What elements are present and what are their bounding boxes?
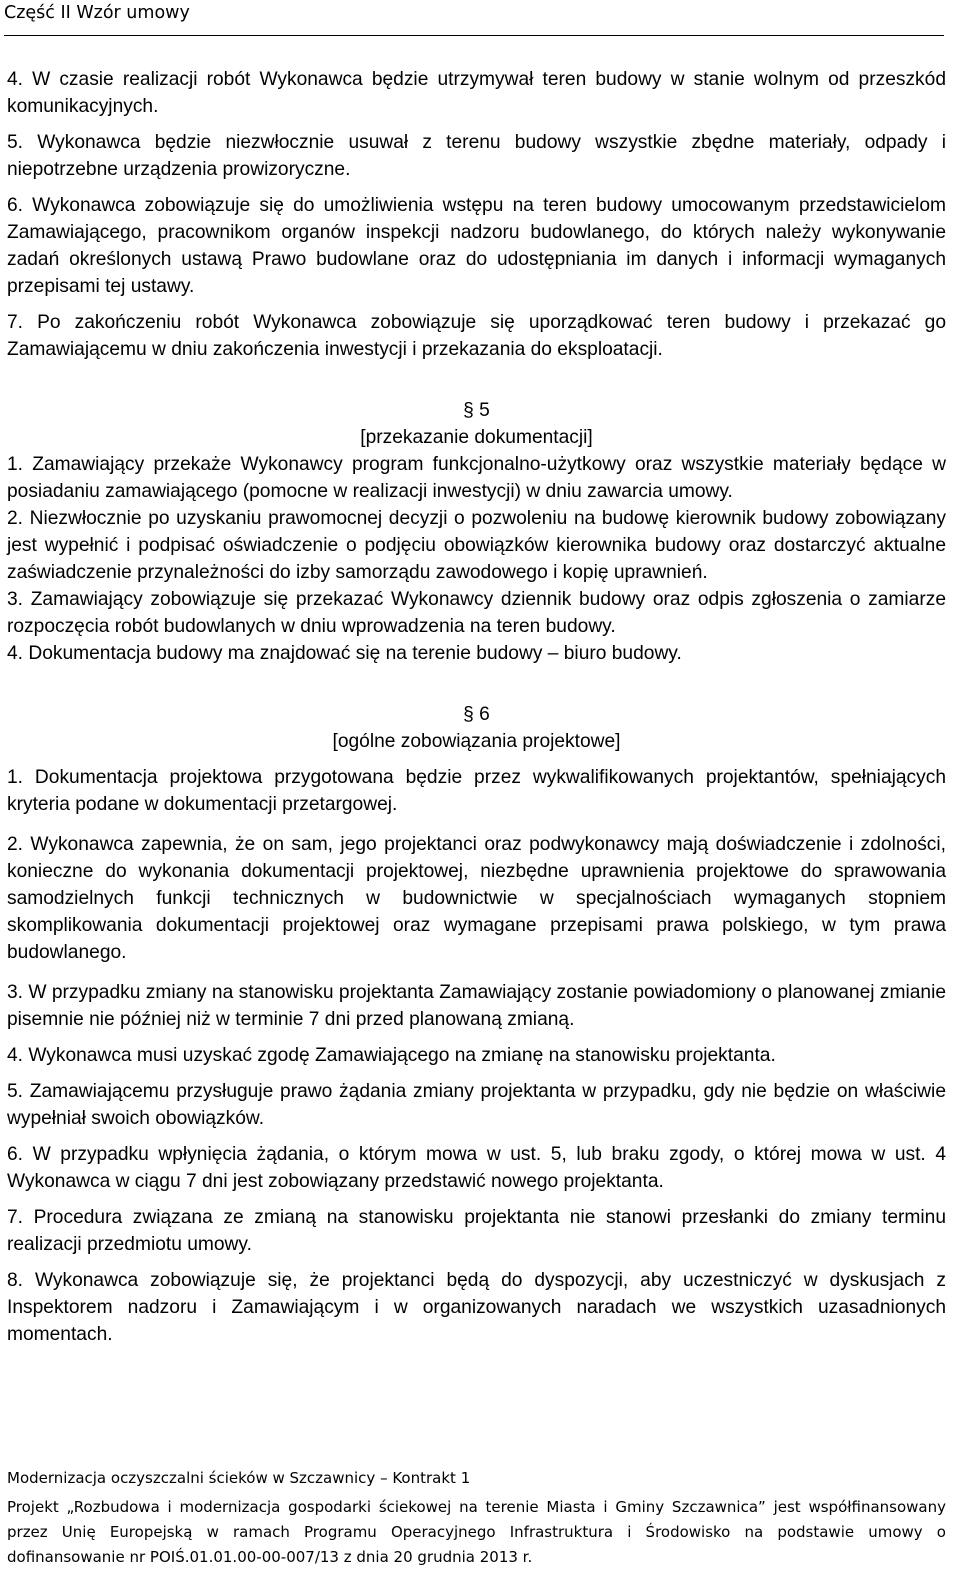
paragraph-6-6: 6. W przypadku wpłynięcia żądania, o którym mowa w ust. 5, lub braku zgody, o której mowa w ust. 4 Wykonawca w ciągu 7 dni jest zobowiązany przedstawić nowego projektanta. <box>7 1144 946 1192</box>
paragraph-5-1: 1. Zamawiający przekaże Wykonawcy program funkcjonalno-użytkowy oraz wszystkie materiały będące w posiadaniu zamawiającego (pomocne w realizacji inwestycji) w dniu zawarcia umowy. <box>7 454 946 502</box>
section-5-heading <box>7 397 946 451</box>
paragraph-6-2: 2. Wykonawca zapewnia, że on sam, jego projektanci oraz podwykonawcy mają doświadczenie i zdolności, konieczne do wykonania dokumentacji projektowej, niezbędne uprawnienia projektowe do sprawowania samodzielnych funkcji technicznych w budownictwie w specjalnościach wymaganych stopniem skomplikowania dokumentacji projektowej oraz wymagane przepisami prawa polskiego, w tym prawa budowlanego. <box>7 834 946 963</box>
document-body <box>7 66 946 1348</box>
paragraph-4-5: 5. Wykonawca będzie niezwłocznie usuwał z terenu budowy wszystkie zbędne materiały, odpady i niepotrzebne urządzenia prowizoryczne. <box>7 132 946 180</box>
paragraph-4-7: 7. Po zakończeniu robót Wykonawca zobowiązuje się uporządkować teren budowy i przekazać go Zamawiającemu w dniu zakończenia inwestycji i przekazania do eksploatacji. <box>7 312 946 360</box>
paragraph-5-2: 2. Niezwłocznie po uzyskaniu prawomocnej decyzji o pozwoleniu na budowę kierownik budowy zobowiązany jest wypełnić i podpisać oświadczenie o podjęciu obowiązków kierownika budowy oraz dostarczyć aktualne zaświadczenie przynależności do izby samorządu zawodowego i kopię uprawnień. <box>7 508 946 583</box>
paragraph-4-4: 4. W czasie realizacji robót Wykonawca będzie utrzymywał teren budowy w stanie wolnym od przeszkód komunikacyjnych. <box>7 69 946 117</box>
footer-funding-note: Projekt „Rozbudowa i modernizacja gospodarki ściekowej na terenie Miasta i Gminy Szczawnica” jest współfinansowany przez Unię Europejską w ramach Programu Operacyjnego Infrastruktura i Środowisko na podstawie umowy o dofinansowanie nr POIŚ.01.01.00-00-007/13 z dnia 20 grudnia 2013 r. <box>7 1498 946 1566</box>
paragraph-5-3: 3. Zamawiający zobowiązuje się przekazać Wykonawcy dziennik budowy oraz odpis zgłoszenia o zamiarze rozpoczęcia robót budowlanych w dniu wprowadzenia na teren budowy. <box>7 589 946 637</box>
paragraph-6-4: 4. Wykonawca musi uzyskać zgodę Zamawiającego na zmianę na stanowisku projektanta. <box>7 1045 776 1066</box>
paragraph-6-7: 7. Procedura związana ze zmianą na stanowisku projektanta nie stanowi przesłanki do zmiany terminu realizacji przedmiotu umowy. <box>7 1207 946 1255</box>
paragraph-6-8: 8. Wykonawca zobowiązuje się, że projektanci będą do dyspozycji, aby uczestniczyć w dyskusjach z Inspektorem nadzoru i Zamawiającym i w organizowanych naradach we wszystkich uzasadnionych momentach. <box>7 1270 946 1345</box>
section-5-number: § 5 <box>463 400 490 421</box>
paragraph-4-6: 6. Wykonawca zobowiązuje się do umożliwienia wstępu na teren budowy umocowanym przedstawicielom Zamawiającego, pracownikom organów inspekcji nadzoru budowlanego, do których należy wykonywanie zadań określonych ustawą Prawo budowlane oraz do udostępniania im danych i informacji wymaganych przepisami tej ustawy. <box>7 195 946 297</box>
paragraph-6-3: 3. W przypadku zmiany na stanowisku projektanta Zamawiający zostanie powiadomiony o planowanej zmianie pisemnie nie później niż w terminie 7 dni przed planowaną zmianą. <box>7 982 946 1030</box>
page-footer <box>7 1466 946 1570</box>
section-6-heading <box>7 701 946 755</box>
paragraph-6-5: 5. Zamawiającemu przysługuje prawo żądania zmiany projektanta w przypadku, gdy nie będzie on właściwie wypełniał swoich obowiązków. <box>7 1081 946 1129</box>
footer-contract-line: Modernizacja oczyszczalni ścieków w Szczawnicy – Kontrakt 1 <box>7 1469 471 1487</box>
page-header <box>4 0 944 36</box>
section-6-title: [ogólne zobowiązania projektowe] <box>332 731 621 752</box>
paragraph-5-4: 4. Dokumentacja budowy ma znajdować się na terenie budowy – biuro budowy. <box>7 643 682 664</box>
section-6-number: § 6 <box>463 704 490 725</box>
section-5-title: [przekazanie dokumentacji] <box>360 427 593 448</box>
paragraph-6-1: 1. Dokumentacja projektowa przygotowana będzie przez wykwalifikowanych projektantów, spełniających kryteria podane w dokumentacji przetargowej. <box>7 767 946 815</box>
running-title: Część II Wzór umowy <box>4 3 190 23</box>
